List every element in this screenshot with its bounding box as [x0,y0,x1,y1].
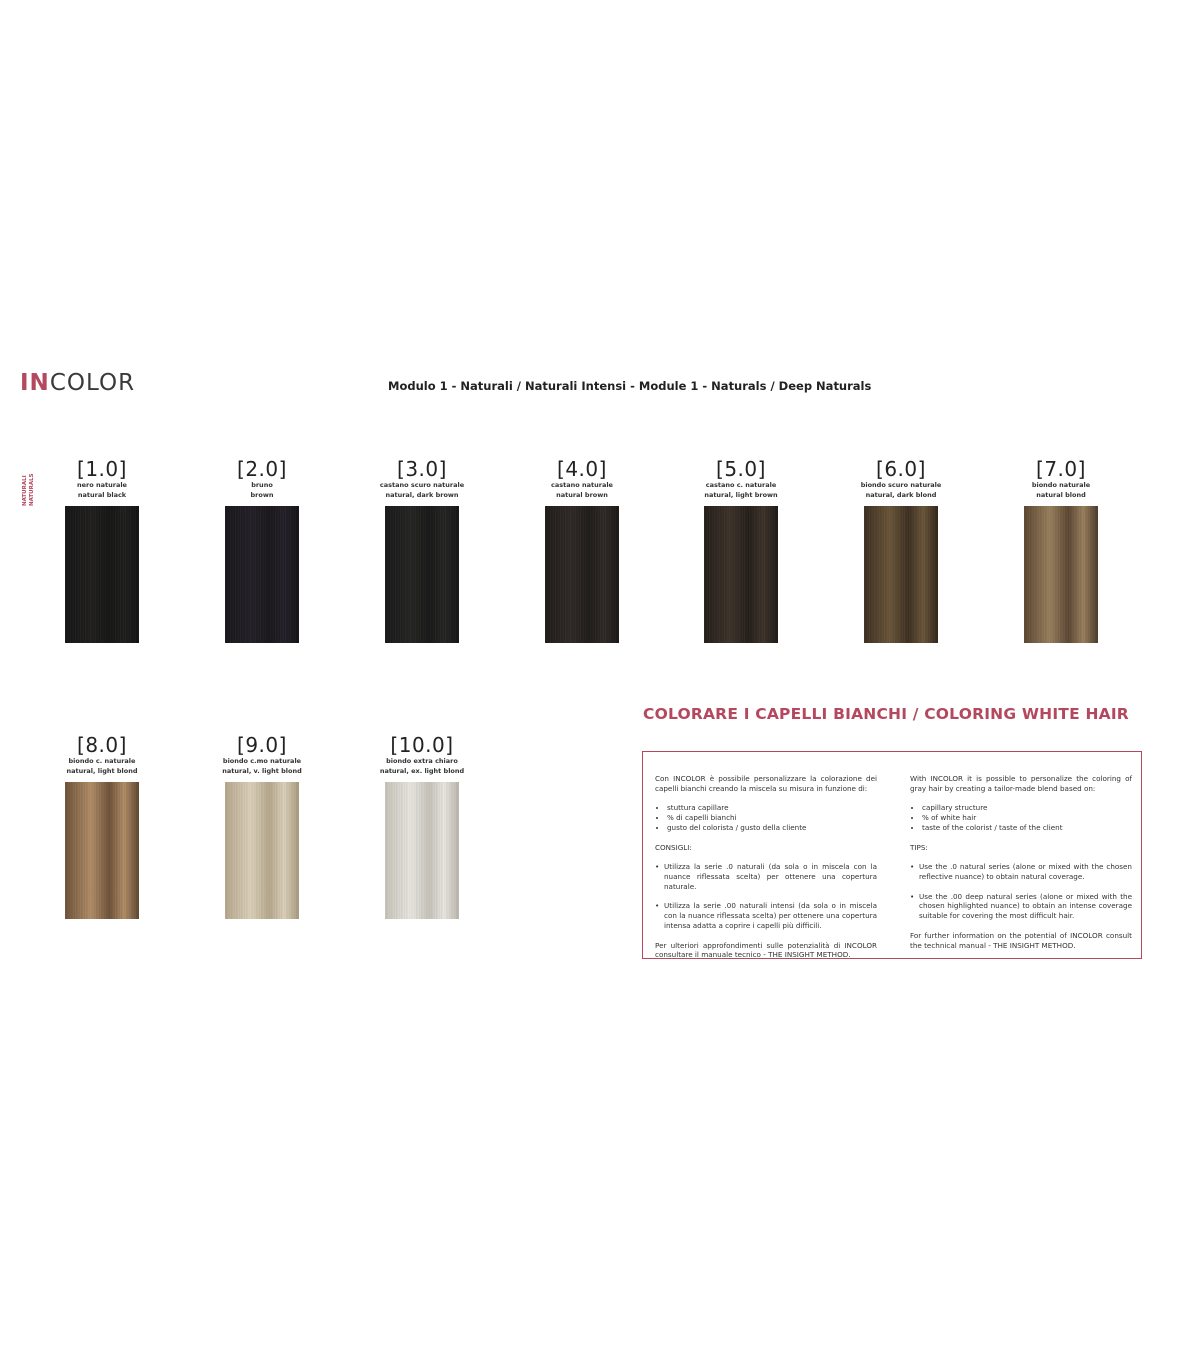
swatch-name-en: natural, dark blond [865,490,937,499]
info-bullet: • capillary structure [922,803,1132,813]
swatch-code: [5.0] [716,457,766,481]
hair-swatch-image [545,506,619,643]
info-tip: • Utilizza la serie .0 naturali (da sola o in miscela con la nuance riflessata scelta) per ottenere una copertura naturale. [664,862,877,891]
swatch-code: [4.0] [557,457,607,481]
swatch-name-en: natural, v. light blond [222,766,302,775]
swatch-name-en: natural, light blond [66,766,138,775]
hair-swatch-image [385,506,459,643]
swatch-name-it: castano scuro naturale [379,481,465,489]
swatch-code: [9.0] [237,733,287,757]
hair-swatch-image [1024,506,1098,643]
side-label-line2: NATURALS [28,473,35,506]
info-outro: For further information on the potential of INCOLOR consult the technical manual - THE INSIGHT METHOD. [910,930,1132,950]
swatch-4-0 [507,457,657,643]
swatch-name-it: bruno [251,481,273,489]
swatch-name-en: natural black [77,490,127,499]
swatch-1-0 [27,457,177,643]
swatch-code: [6.0] [876,457,926,481]
hair-swatch-image [385,782,459,919]
info-tips-title: TIPS: [910,842,928,852]
swatch-10-0 [347,733,497,919]
swatch-5-0 [666,457,816,643]
info-bullet: • stuttura capillare [667,803,877,813]
info-bullet: • % of white hair [922,813,1132,823]
swatch-8-0 [27,733,177,919]
hair-swatch-image [225,782,299,919]
info-intro: With INCOLOR it is possible to personalize the coloring of gray hair by creating a tailor-made blend based on: [910,774,1132,793]
brand-logo-rest: COLOR [49,370,136,396]
swatch-name-it: castano c. naturale [705,481,777,489]
swatch-name-it: nero naturale [77,481,127,489]
swatch-code: [3.0] [397,457,447,481]
swatch-name-it: biondo extra chiaro [386,757,458,765]
swatch-name-en: natural brown [556,490,608,499]
swatch-name-en: natural, light brown [704,490,778,499]
info-bullet: • % di capelli bianchi [667,813,877,823]
swatch-code: [2.0] [237,457,287,481]
info-outro: Per ulteriori approfondimenti sulle potenzialità di INCOLOR consultare il manuale tecnico - THE INSIGHT METHOD. [655,940,877,960]
info-bullet: • taste of the colorist / taste of the client [922,823,1132,833]
swatch-name-it: castano naturale [551,481,613,489]
swatch-name-it: biondo c.mo naturale [222,757,302,765]
info-tip: • Use the .0 natural series (alone or mixed with the chosen reflective nuance) to obtain natural coverage. [919,862,1132,882]
info-box [642,751,1142,959]
info-bullet-list [910,803,1132,832]
swatch-code: [7.0] [1036,457,1086,481]
info-intro: Con INCOLOR è possibile personalizzare la colorazione dei capelli bianchi creando la miscela su misura in funzione di: [655,774,877,793]
swatch-7-0 [986,457,1136,643]
module-title: Modulo 1 - Naturali / Naturali Intensi - Module 1 - Naturals / Deep Naturals [388,379,872,393]
info-tip: • Utilizza la serie .00 naturali intensi (da sola o in miscela con la nuance riflessata scelta) per ottenere una copertura intensa adatta a coprire i capelli più difficili. [664,901,877,930]
swatch-name-en: brown [250,490,274,499]
info-column-english [910,774,1132,960]
swatch-name-en: natural, ex. light blond [379,766,465,775]
swatch-2-0 [187,457,337,643]
swatch-code: [1.0] [77,457,127,481]
brand-logo-accent: IN [20,370,50,396]
info-tip: • Use the .00 deep natural series (alone or mixed with the chosen highlighted nuance) to obtain an intense coverage suitable for covering the most difficult hair. [919,892,1132,921]
swatch-code: [10.0] [390,733,454,757]
swatch-name-en: natural blond [1036,490,1086,499]
brand-logo [20,368,135,398]
hair-swatch-image [65,506,139,643]
section-title: COLORARE I CAPELLI BIANCHI / COLORING WHITE HAIR [643,705,1129,723]
swatch-name-it: biondo scuro naturale [860,481,942,489]
hair-swatch-image [704,506,778,643]
info-bullet: • gusto del colorista / gusto della cliente [667,823,877,833]
swatch-code: [8.0] [77,733,127,757]
swatch-3-0 [347,457,497,643]
info-column-italian [655,774,877,970]
side-label-line1: NATURALI [22,475,28,506]
hair-swatch-image [65,782,139,919]
hair-swatch-image [864,506,938,643]
swatch-name-en: natural, dark brown [385,490,459,499]
info-bullet-list [655,803,877,832]
swatch-name-it: biondo naturale [1031,481,1091,489]
swatch-9-0 [187,733,337,919]
swatch-6-0 [826,457,976,643]
hair-swatch-image [225,506,299,643]
info-tips-title: CONSIGLI: [655,842,692,852]
swatch-name-it: biondo c. naturale [68,757,136,765]
